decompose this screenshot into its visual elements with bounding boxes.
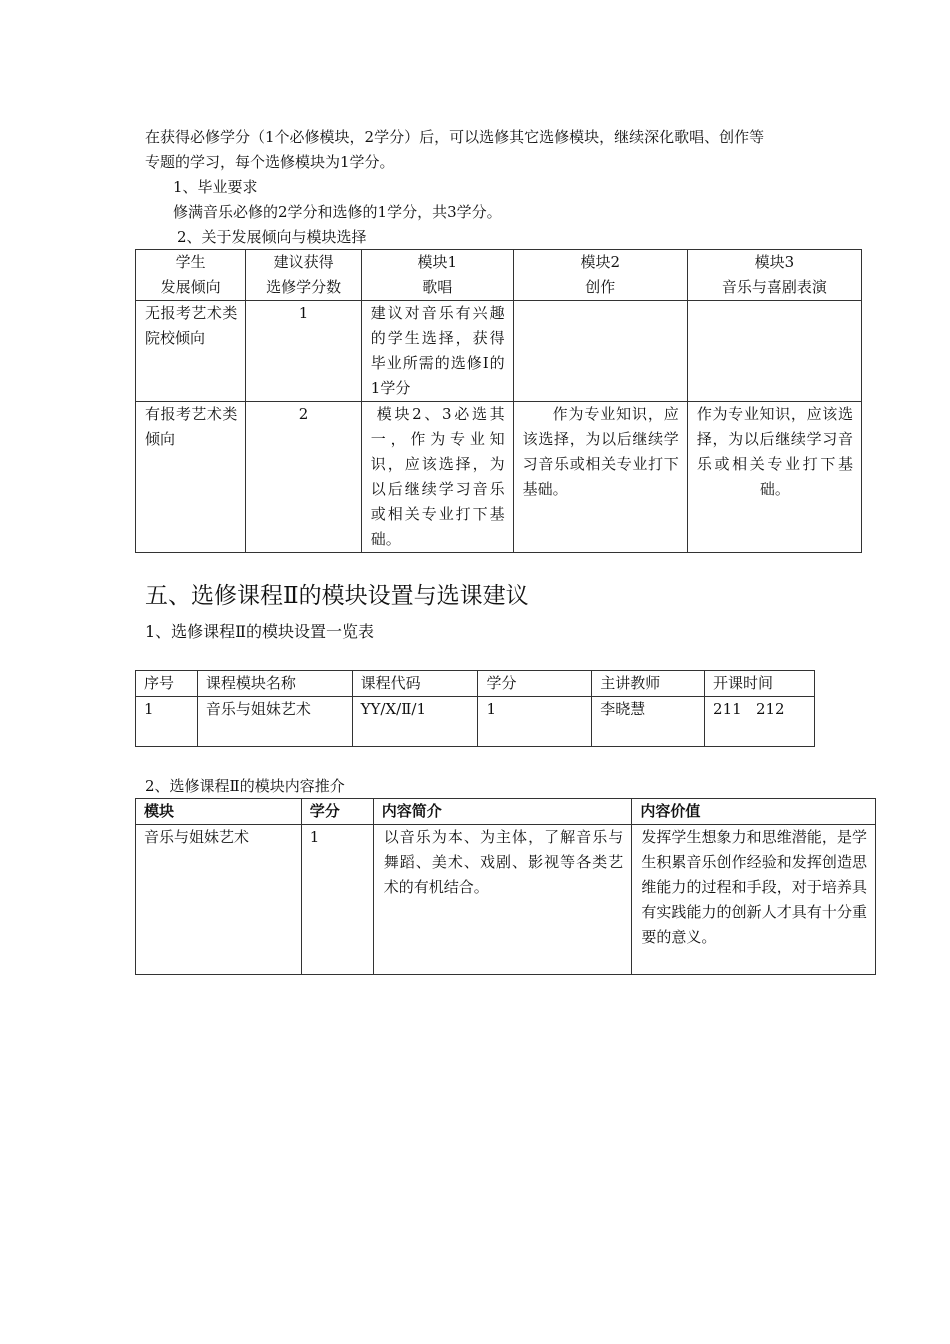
course-code-cell: YY/X/Ⅱ/1 xyxy=(352,697,478,747)
module3-cell xyxy=(687,301,861,402)
header-cell: 建议获得 选修学分数 xyxy=(246,250,361,301)
module-list-heading: 1、选修课程Ⅱ的模块设置一览表 xyxy=(145,622,375,641)
header-cell: 课程代码 xyxy=(352,671,478,697)
credits-cell: 2 xyxy=(246,402,361,553)
module1-cell: 建议对音乐有兴趣的学生选择，获得毕业所需的选修Ⅰ的1学分 xyxy=(361,301,513,402)
graduation-text: 修满音乐必修的2学分和选修的1学分，共3学分。 xyxy=(173,203,502,221)
header-cell: 学生 发展倾向 xyxy=(136,250,246,301)
header-cell: 学分 xyxy=(301,799,373,825)
tendency-table-header xyxy=(136,250,862,301)
header-cell: 开课时间 xyxy=(705,671,815,697)
module3-cell: 作为专业知识，应该选择，为以后继续学习音乐或相关专业打下基础。 xyxy=(687,402,861,553)
module-content-table xyxy=(135,798,876,975)
header-cell: 模块1 歌唱 xyxy=(361,250,513,301)
table-row xyxy=(136,402,862,553)
module2-cell: 作为专业知识，应该选择，为以后继续学习音乐或相关专业打下基础。 xyxy=(513,402,687,553)
header-cell: 课程模块名称 xyxy=(197,671,352,697)
teacher-cell: 李晓慧 xyxy=(592,697,705,747)
credit-cell: 1 xyxy=(301,825,373,975)
module-list-header xyxy=(136,671,815,697)
header-cell: 内容价值 xyxy=(632,799,876,825)
graduation-heading: 1、毕业要求 xyxy=(173,178,258,196)
table-row xyxy=(136,697,815,747)
schedule-cell: 211 212 xyxy=(705,697,815,747)
module-intro-heading: 2、选修课程Ⅱ的模块内容推介 xyxy=(145,777,345,795)
credit-cell: 1 xyxy=(478,697,592,747)
header-cell: 模块3 音乐与喜剧表演 xyxy=(687,250,861,301)
section-title: 五、选修课程Ⅱ的模块设置与选课建议 xyxy=(145,583,529,609)
module1-cell: 模块2、3必选其一，作为专业知识，应该选择，为以后继续学习音乐或相关专业打下基础。 xyxy=(361,402,513,553)
credits-cell: 1 xyxy=(246,301,361,402)
header-cell: 学分 xyxy=(478,671,592,697)
header-cell: 模块 xyxy=(136,799,302,825)
header-cell: 内容简介 xyxy=(373,799,632,825)
number-cell: 1 xyxy=(136,697,198,747)
intro-line-1: 在获得必修学分（1个必修模块，2学分）后，可以选修其它选修模块，继续深化歌唱、创作等 xyxy=(145,128,765,146)
header-cell: 模块2 创作 xyxy=(513,250,687,301)
module-list-table xyxy=(135,670,815,747)
module-cell: 音乐与姐妹艺术 xyxy=(136,825,302,975)
module2-cell xyxy=(513,301,687,402)
value-cell: 发挥学生想象力和思维潜能，是学生积累音乐创作经验和发挥创造思维能力的过程和手段，对于培养具有实践能力的创新人才具有十分重要的意义。 xyxy=(632,825,876,975)
tendency-cell: 无报考艺术类院校倾向 xyxy=(136,301,246,402)
module-name-cell: 音乐与姐妹艺术 xyxy=(197,697,352,747)
intro-cell: 以音乐为本、为主体，了解音乐与舞蹈、美术、戏剧、影视等各类艺术的有机结合。 xyxy=(373,825,632,975)
tendency-table xyxy=(135,249,862,553)
table-row xyxy=(136,825,876,975)
table-row xyxy=(136,301,862,402)
tendency-cell: 有报考艺术类倾向 xyxy=(136,402,246,553)
header-cell: 序号 xyxy=(136,671,198,697)
intro-line-2: 专题的学习，每个选修模块为1学分。 xyxy=(145,153,395,171)
header-cell: 主讲教师 xyxy=(592,671,705,697)
module-content-header xyxy=(136,799,876,825)
tendency-heading: 2、关于发展倾向与模块选择 xyxy=(177,228,367,246)
